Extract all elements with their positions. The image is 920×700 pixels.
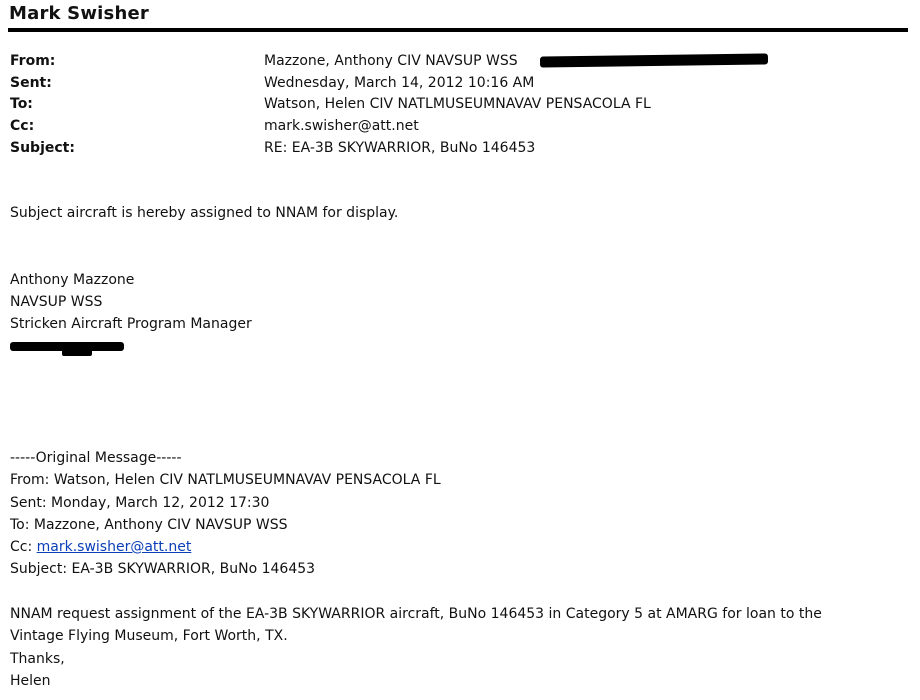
original-subject: Subject: EA-3B SKYWARRIOR, BuNo 146453 — [10, 561, 316, 577]
original-body-line-2: Vintage Flying Museum, Fort Worth, TX. — [10, 628, 288, 644]
original-cc — [10, 537, 191, 557]
reply-message: Subject aircraft is hereby assigned to NNAM for display. — [10, 205, 399, 221]
subject-label: Subject: — [10, 140, 75, 156]
signature-title: Stricken Aircraft Program Manager — [10, 316, 252, 332]
original-signoff-name: Helen — [10, 673, 51, 689]
sent-value: Wednesday, March 14, 2012 10:16 AM — [264, 75, 535, 91]
original-sent: Sent: Monday, March 12, 2012 17:30 — [10, 495, 270, 511]
signature-name: Anthony Mazzone — [10, 272, 135, 288]
email-link[interactable]: mark.swisher@att.net — [36, 539, 192, 555]
from-label: From: — [10, 53, 56, 69]
to-value: Watson, Helen CIV NATLMUSEUMNAVAV PENSACOLA FL — [264, 96, 651, 112]
original-message-separator: -----Original Message----- — [10, 450, 182, 466]
sent-label: Sent: — [10, 75, 52, 91]
redaction-mark — [62, 349, 92, 356]
header-row-cc — [10, 116, 910, 136]
original-body-line-1: NNAM request assignment of the EA-3B SKYWARRIOR aircraft, BuNo 146453 in Category 5 at AMARG for loan to the — [10, 606, 822, 622]
page-title: Mark Swisher — [9, 3, 149, 24]
original-from: From: Watson, Helen CIV NATLMUSEUMNAVAV PENSACOLA FL — [10, 472, 441, 488]
header-row-subject — [10, 138, 910, 158]
original-cc-label: Cc: — [10, 539, 37, 555]
to-label: To: — [10, 96, 33, 112]
cc-label: Cc: — [10, 118, 35, 134]
original-closing: Thanks, — [10, 651, 65, 667]
header-row-from — [10, 51, 910, 71]
cc-value: mark.swisher@att.net — [264, 118, 419, 134]
subject-value: RE: EA-3B SKYWARRIOR, BuNo 146453 — [264, 140, 536, 156]
signature-org: NAVSUP WSS — [10, 294, 103, 310]
original-to: To: Mazzone, Anthony CIV NAVSUP WSS — [10, 517, 288, 533]
from-value: Mazzone, Anthony CIV NAVSUP WSS — [264, 53, 518, 69]
title-rule — [8, 28, 908, 32]
header-row-sent — [10, 73, 910, 93]
header-row-to — [10, 94, 910, 114]
